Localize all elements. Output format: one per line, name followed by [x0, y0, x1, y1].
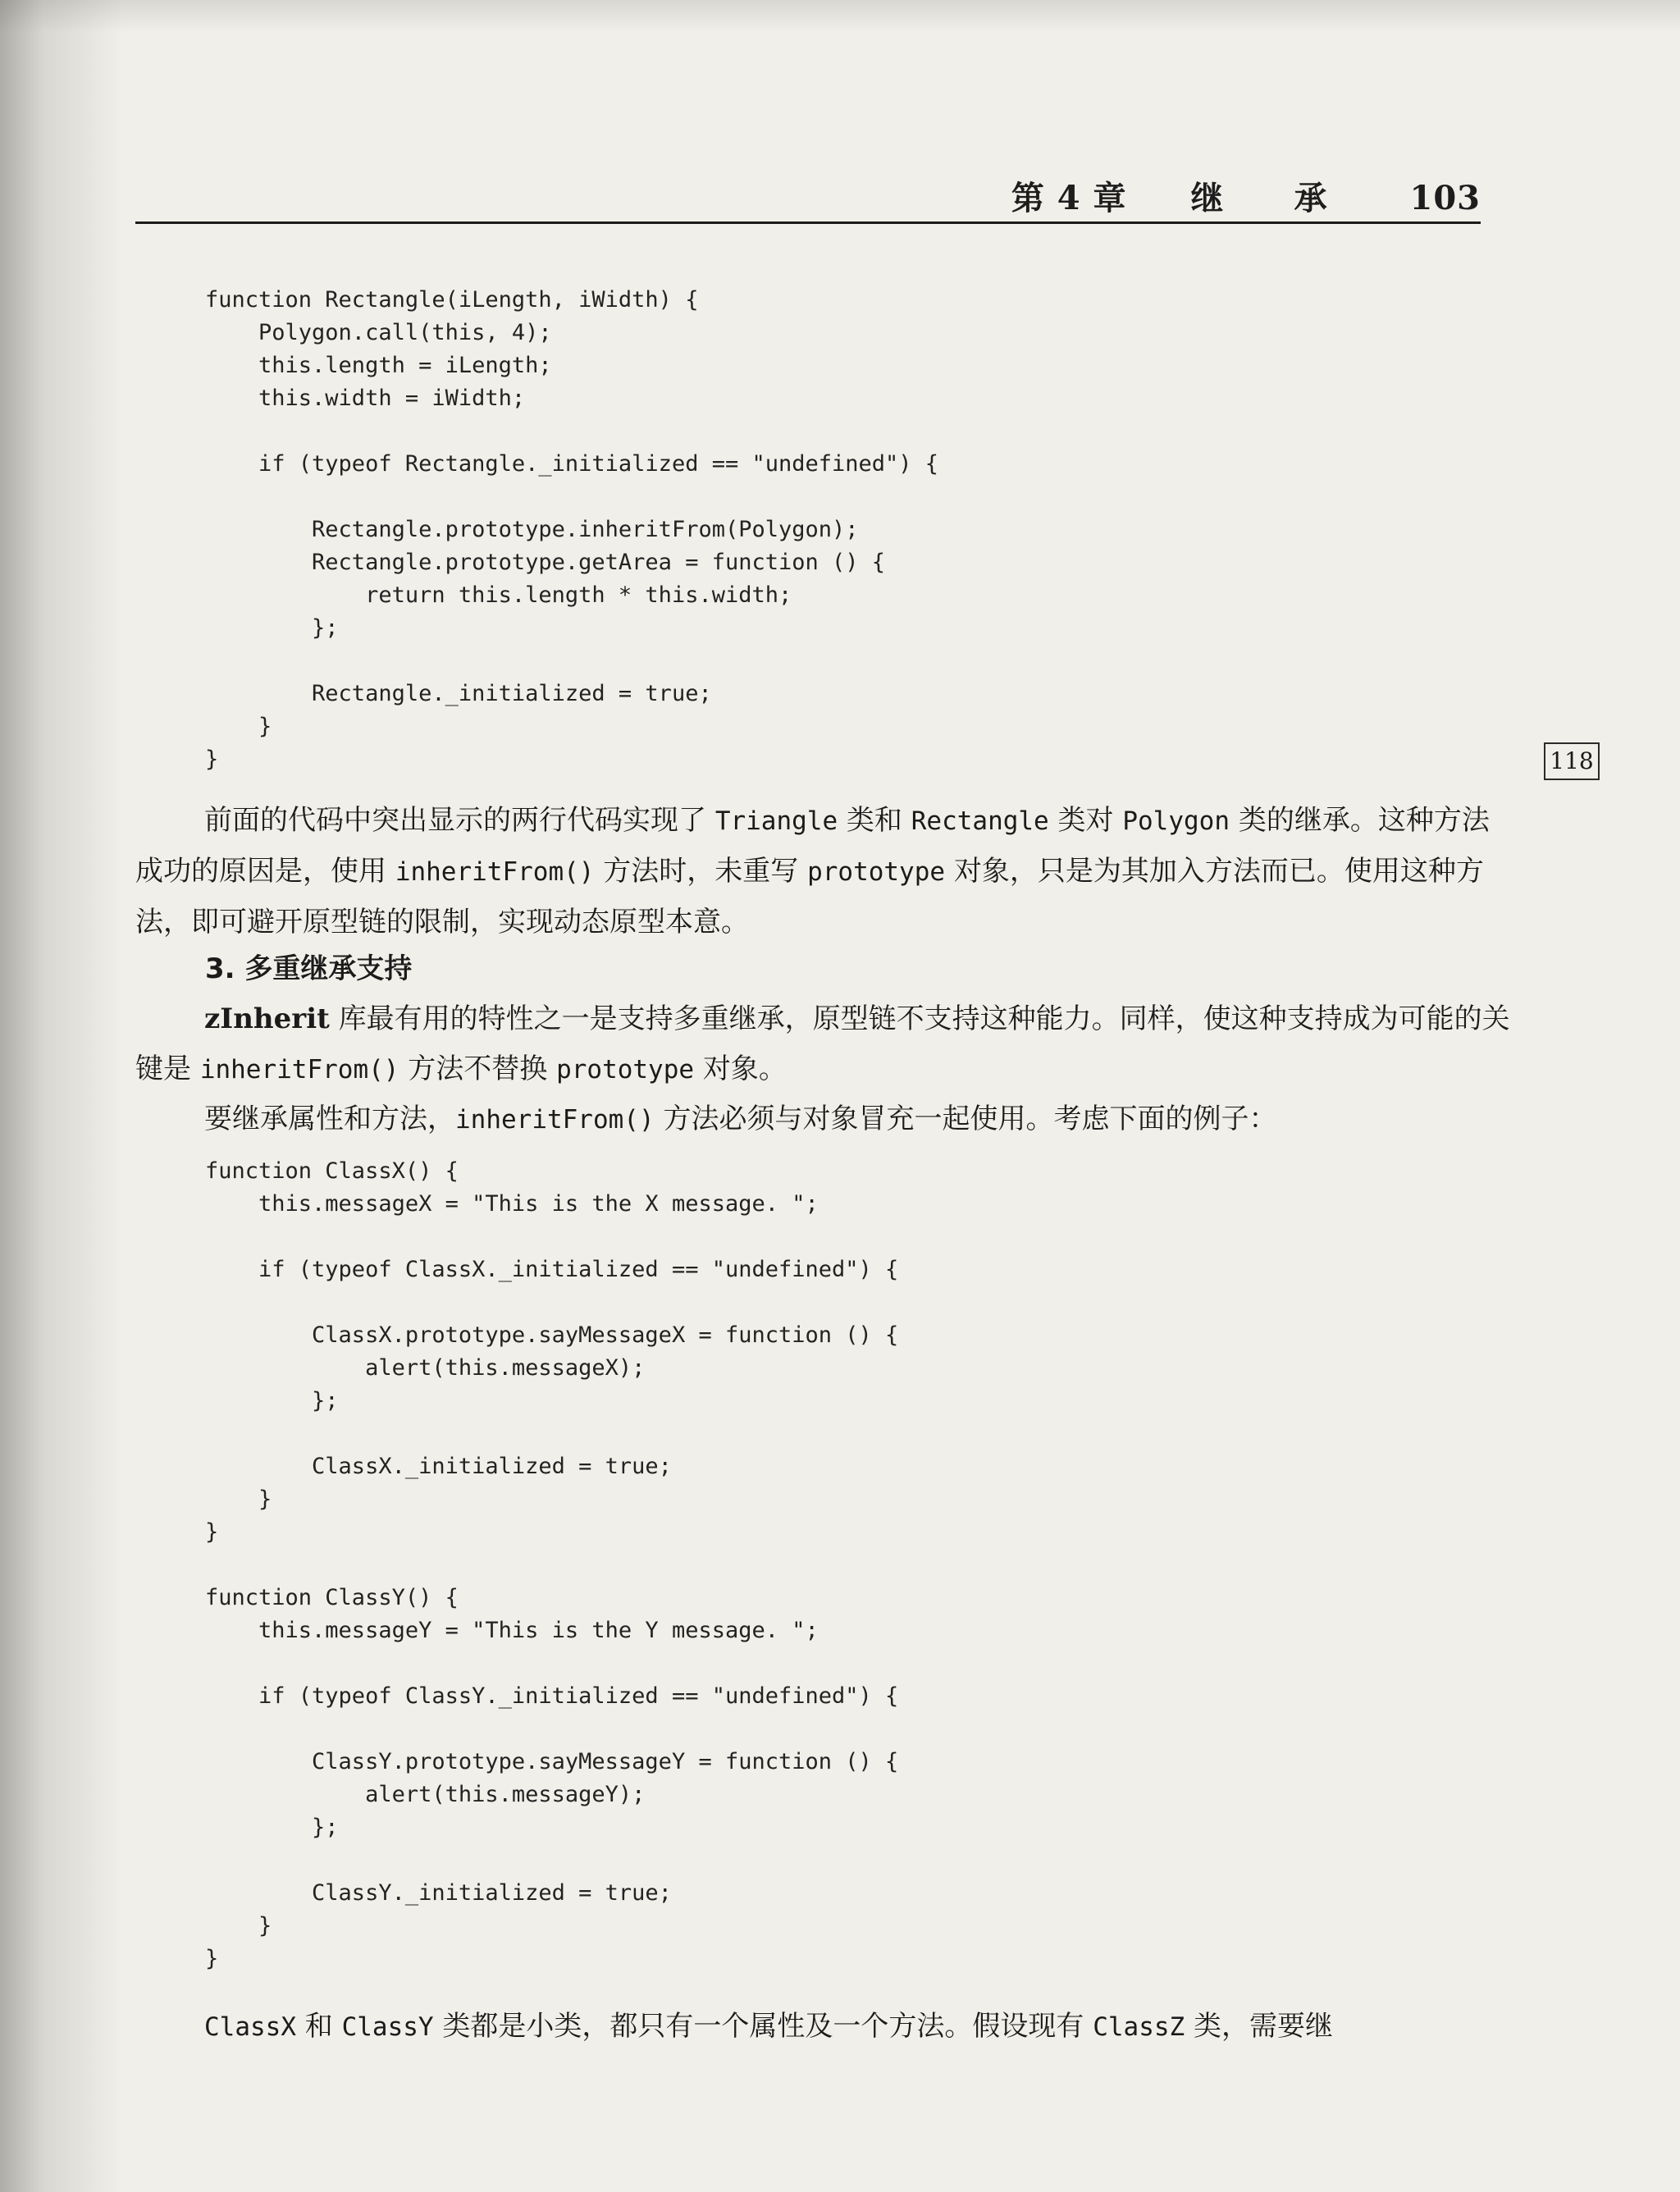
text: 类的继承。这种方法成功的原因是，使用	[135, 804, 1490, 888]
inline-code: prototype	[556, 1055, 695, 1085]
binding-shadow	[0, 0, 123, 2192]
code-line: return this.length * this.width;	[205, 582, 792, 608]
text: 类，需要继	[1185, 2010, 1334, 2043]
inline-code: ClassY	[341, 2012, 434, 2042]
code-line: this.length = iLength;	[205, 353, 552, 378]
inline-code: ClassX	[204, 2012, 296, 2042]
top-shadow	[0, 0, 1680, 33]
code-line: ClassX._initialized = true;	[205, 1454, 672, 1479]
running-header	[135, 172, 1481, 230]
inline-code: Triangle	[714, 806, 838, 836]
code-line: function ClassY() {	[205, 1585, 459, 1610]
text: 和	[295, 2010, 342, 2043]
section-heading: 3. 多重继承支持	[205, 952, 413, 985]
code-line: function ClassX() {	[205, 1158, 459, 1184]
paragraph-multiple-inheritance	[135, 994, 1513, 1095]
code-line: }	[205, 1913, 272, 1939]
code-line: this.messageY = "This is the Y message. ";	[205, 1618, 819, 1643]
code-line: };	[205, 1815, 339, 1840]
inline-code: ClassZ	[1093, 2012, 1185, 2042]
text: 方法不替换	[399, 1053, 557, 1085]
code-line: ClassY.prototype.sayMessageY = function () {	[205, 1749, 899, 1774]
code-line	[205, 1844, 898, 1877]
inline-code: Rectangle	[911, 806, 1049, 836]
code-line	[205, 1713, 898, 1746]
code-block-classx-classy	[205, 1155, 898, 1975]
text: 库最有用的特性之一是支持多重继承，原型链不支持这种能力。同样，使这种支持成为可能的关键是	[135, 1002, 1510, 1085]
paragraph-example-intro	[135, 1094, 1513, 1145]
code-line: if (typeof ClassX._initialized == "undefined") {	[205, 1257, 899, 1282]
code-line: alert(this.messageY);	[205, 1782, 646, 1807]
inline-code: prototype	[807, 857, 946, 887]
code-line	[205, 415, 938, 448]
code-line: }	[205, 1946, 219, 1971]
code-line: };	[205, 615, 339, 641]
code-line: }	[205, 1519, 219, 1545]
header-title-char-1: 继	[1190, 179, 1225, 217]
code-line: Rectangle._initialized = true;	[205, 681, 712, 706]
code-line	[205, 1647, 898, 1680]
inline-code: inheritFrom()	[455, 1105, 655, 1135]
inline-code: inheritFrom()	[395, 857, 595, 887]
code-line: alert(this.messageX);	[205, 1355, 646, 1381]
inline-code: inheritFrom()	[199, 1055, 399, 1085]
code-line: ClassX.prototype.sayMessageX = function () {	[205, 1322, 899, 1348]
text: 方法必须与对象冒充一起使用。考虑下面的例子：	[654, 1103, 1277, 1135]
code-line: function Rectangle(iLength, iWidth) {	[205, 287, 699, 313]
code-line: }	[205, 1486, 272, 1512]
code-line	[205, 645, 938, 678]
text: 要继承属性和方法，	[204, 1103, 455, 1135]
code-line: this.width = iWidth;	[205, 386, 526, 411]
code-line: Polygon.call(this, 4);	[205, 320, 552, 345]
header-text	[1011, 172, 1481, 219]
page-number: 103	[1409, 179, 1481, 217]
text: 对象。	[694, 1053, 787, 1085]
code-line: Rectangle.prototype.inheritFrom(Polygon);	[205, 517, 859, 542]
header-title-char-2: 承	[1294, 179, 1328, 217]
code-line	[205, 1221, 898, 1254]
text: 对象，只是为其加入方法而已。使用这种方法，即可避开原型链的限制，实现动态原型本意。	[135, 855, 1484, 938]
code-line	[205, 1286, 898, 1319]
text: 前面的代码中突出显示的两行代码实现了	[204, 804, 715, 837]
header-chapter: 第 4 章	[1011, 179, 1127, 217]
code-line: }	[205, 714, 272, 739]
margin-page-reference: 118	[1544, 742, 1600, 780]
code-line: }	[205, 747, 219, 772]
library-name: zInherit	[204, 1002, 330, 1035]
code-line: if (typeof ClassY._initialized == "undefined") {	[205, 1683, 899, 1709]
header-rule	[135, 221, 1481, 224]
code-line	[205, 481, 938, 514]
text: 类和	[838, 804, 911, 837]
code-line	[205, 1549, 898, 1582]
inline-code: Polygon	[1122, 806, 1230, 836]
text: 类都是小类，都只有一个属性及一个方法。假设现有	[433, 2010, 1093, 2043]
code-block-rectangle	[205, 284, 938, 776]
code-line: };	[205, 1388, 339, 1413]
code-line: this.messageX = "This is the X message. ";	[205, 1191, 819, 1217]
code-line	[205, 1418, 898, 1450]
code-line: ClassY._initialized = true;	[205, 1880, 672, 1906]
paragraph-classes-summary	[135, 2002, 1513, 2053]
text: 方法时，未重写	[594, 855, 808, 888]
paragraph-inheritance-explanation	[135, 796, 1513, 948]
text: 类对	[1048, 804, 1123, 837]
code-line: Rectangle.prototype.getArea = function () {	[205, 550, 886, 575]
code-line: if (typeof Rectangle._initialized == "undefined") {	[205, 451, 939, 477]
